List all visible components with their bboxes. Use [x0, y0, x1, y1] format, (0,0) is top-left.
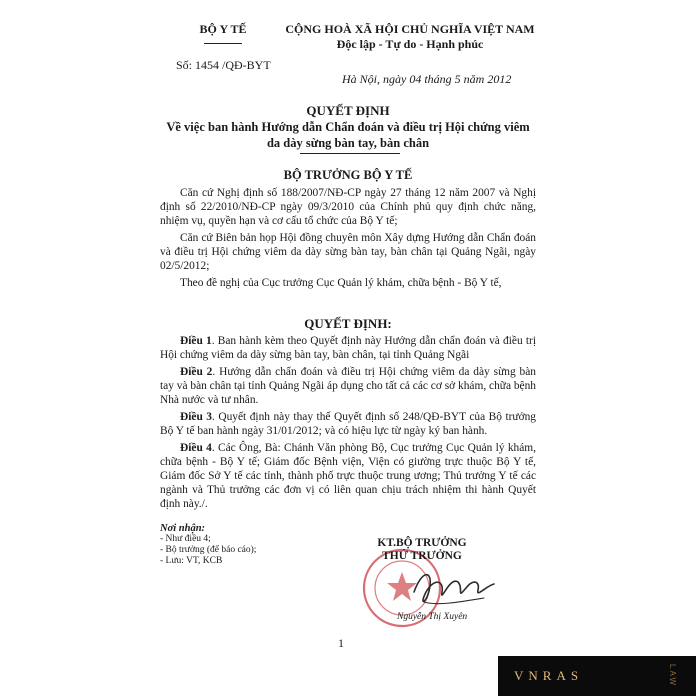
motto: Độc lập - Tự do - Hạnh phúc	[336, 37, 484, 51]
article-label: Điều 1	[180, 335, 212, 347]
article-4	[160, 441, 536, 511]
recipient-item: - Bộ trưởng (để báo cáo);	[160, 545, 257, 555]
preamble-paragraph: Căn cứ Nghị định số 188/2007/NĐ-CP ngày 27 tháng 12 năm 2007 và Nghị định số 22/2010/NĐ-CP ngày 09/3/2010 của Chính phủ quy định chức năng, nhiệm vụ, quyền hạn và cơ cấu tổ chức của Bộ Y tế;	[160, 187, 536, 227]
signature-block	[362, 537, 482, 563]
watermark-text: VNRAS	[514, 668, 584, 683]
watermark-badge	[498, 656, 696, 696]
recipient-item: - Lưu: VT, KCB	[160, 556, 223, 566]
article-3	[160, 410, 536, 438]
article-text: . Các Ông, Bà: Chánh Văn phòng Bộ, Cục trưởng Cục Quản lý khám, chữa bệnh - Bộ Y tế; Giám đốc Bệnh viện, Viện có giường trực thuộc Bộ Y tế, Giám đốc Sở Y tế các tỉnh, thành phố trực thuộc trung ương; Thủ trưởng Y tế các ngành và Thủ trưởng các đơn vị có liên quan chịu trách nhiệm thi hành Quyết định này./.	[160, 442, 536, 510]
preamble	[160, 186, 536, 293]
recipients	[160, 523, 256, 567]
document-subject: Về việc ban hành Hướng dẫn Chẩn đoán và điều trị Hội chứng viêm da dày sừng bàn tay, bàn chân	[166, 120, 530, 150]
page-number: 1	[338, 636, 344, 650]
document-title: QUYẾT ĐỊNH	[306, 103, 390, 118]
preamble-paragraph: Căn cứ Biên bản họp Hội đồng chuyên môn Xây dựng Hướng dẫn Chẩn đoán và điều trị Hội chứng viêm da dày sừng bàn tay, bàn chân tại Quảng Ngãi, ngày 02/5/2012;	[160, 232, 536, 272]
republic-name: CỘNG HOÀ XÃ HỘI CHỦ NGHĨA VIỆT NAM	[285, 22, 535, 36]
document-number: Số: 1454 /QĐ-BYT	[176, 58, 271, 72]
article-1	[160, 334, 536, 362]
issuing-authority: BỘ TRƯỞNG BỘ Y TẾ	[283, 168, 413, 182]
republic-header	[285, 22, 535, 52]
articles	[160, 334, 536, 514]
date-line: Hà Nội, ngày 04 tháng 5 năm 2012	[342, 72, 512, 86]
signature-subtitle: THỨ TRƯỞNG	[382, 550, 462, 562]
article-text: . Hướng dẫn chẩn đoán và điều trị Hội chứng viêm da dày sừng bàn tay và bàn chân tại tỉnh Quảng Ngãi áp dụng cho tất cả các cơ sở khám, chữa bệnh Nhà nước và tư nhân.	[160, 366, 536, 406]
preamble-paragraph: Theo đề nghị của Cục trưởng Cục Quản lý khám, chữa bệnh - Bộ Y tế,	[180, 277, 502, 289]
decision-heading: QUYẾT ĐỊNH:	[304, 316, 392, 331]
article-2	[160, 365, 536, 407]
article-label: Điều 2	[180, 366, 213, 378]
signer-name: Nguyễn Thị Xuyên	[397, 612, 468, 622]
article-text: . Quyết định này thay thế Quyết định số 248/QĐ-BYT của Bộ trưởng Bộ Y tế ban hành ngày 31/01/2012; và có hiệu lực từ ngày ký ban hành.	[160, 411, 537, 437]
handwritten-signature-icon	[408, 562, 500, 616]
ministry-header	[178, 22, 268, 44]
ministry-underline	[204, 43, 242, 44]
watermark-side-text: LAW	[668, 664, 677, 688]
recipient-item: - Như điều 4;	[160, 534, 211, 544]
signature-title: KT.BỘ TRƯỞNG	[377, 537, 467, 549]
subject-underline	[300, 153, 400, 154]
article-text: . Ban hành kèm theo Quyết định này Hướng dẫn chẩn đoán và điều trị Hội chứng viêm da dày sừng bàn tay, bàn chân, tại tỉnh Quảng Ngãi	[160, 335, 536, 361]
ministry-name: BỘ Y TẾ	[199, 22, 247, 36]
article-label: Điều 3	[180, 411, 212, 423]
recipients-title: Nơi nhận:	[160, 523, 206, 534]
article-label: Điều 4	[180, 442, 212, 454]
